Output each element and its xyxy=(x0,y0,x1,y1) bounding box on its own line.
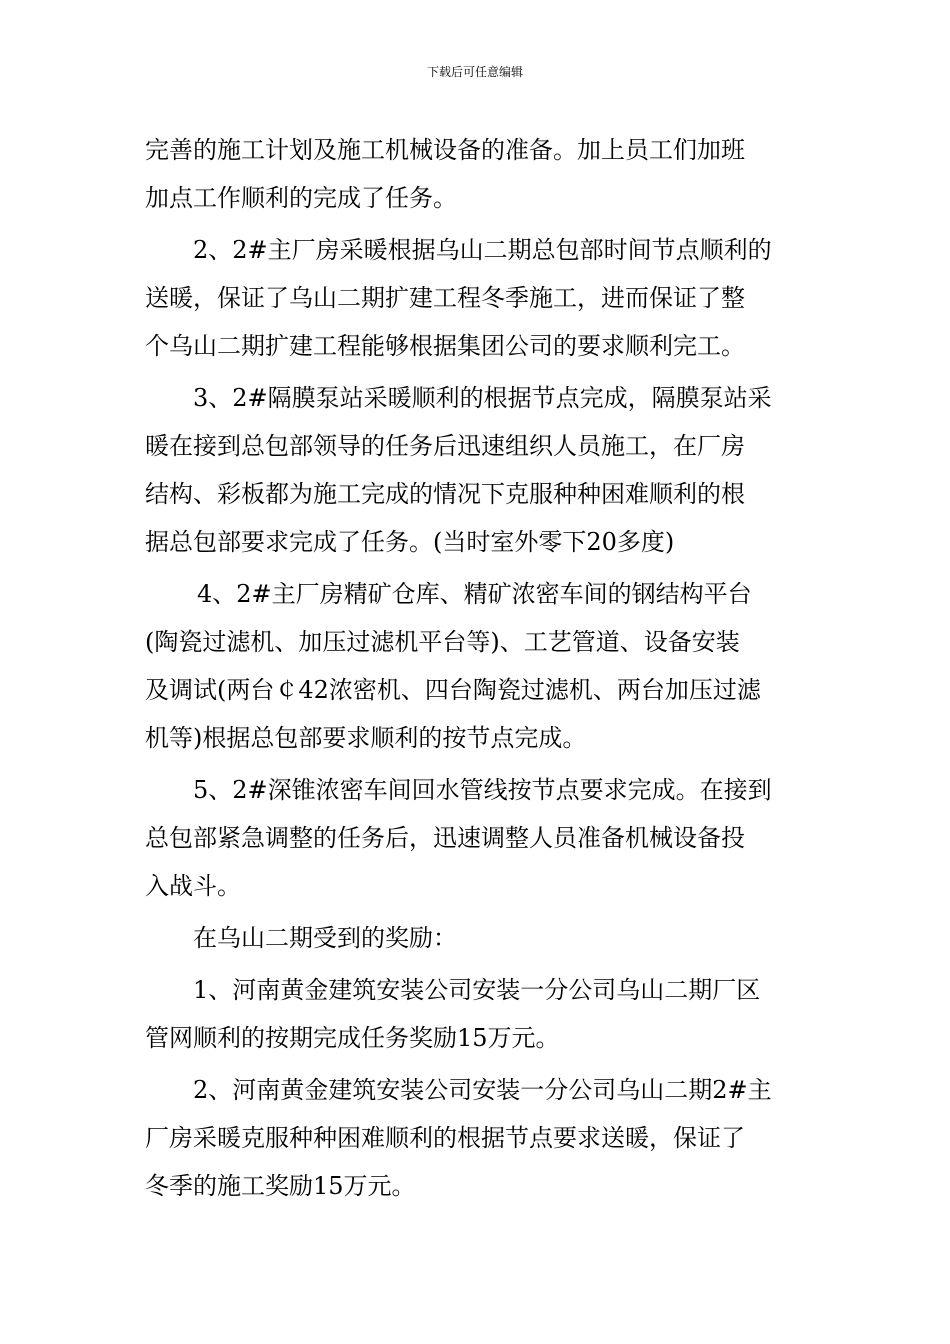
text-line: 2、2#主厂房采暖根据乌山二期总包部时间节点顺利的 xyxy=(193,236,772,264)
text-line: 冬季的施工奖励15万元。 xyxy=(145,1172,416,1200)
page-header: 下载后可任意编辑 xyxy=(426,65,523,79)
text-line: 入战斗。 xyxy=(145,872,241,900)
text-line: 5、2#深锥浓密车间回水管线按节点要求完成。在接到 xyxy=(193,776,772,804)
text-line: 机等)根据总包部要求顺利的按节点完成。 xyxy=(145,724,587,752)
text-line: 暖在接到总包部领导的任务后迅速组织人员施工，在厂房 xyxy=(145,432,745,460)
text-line: (陶瓷过滤机、加压过滤机平台等)、工艺管道、设备安装 xyxy=(145,628,740,656)
text-line: 及调试(两台￠42浓密机、四台陶瓷过滤机、两台加压过滤 xyxy=(145,676,761,704)
text-line: 4、2#主厂房精矿仓库、精矿浓密车间的钢结构平台 xyxy=(197,580,752,608)
text-line: 据总包部要求完成了任务。(当时室外零下20多度) xyxy=(145,528,675,556)
text-line: 总包部紧急调整的任务后，迅速调整人员准备机械设备投 xyxy=(145,824,745,852)
text-line: 1、河南黄金建筑安装公司安装一分公司乌山二期厂区 xyxy=(193,976,761,1004)
text-line: 送暖，保证了乌山二期扩建工程冬季施工，进而保证了整 xyxy=(145,284,745,312)
text-line: 3、2#隔膜泵站采暖顺利的根据节点完成，隔膜泵站采 xyxy=(193,384,772,412)
text-line: 完善的施工计划及施工机械设备的准备。加上员工们加班 xyxy=(145,136,745,164)
text-line: 个乌山二期扩建工程能够根据集团公司的要求顺利完工。 xyxy=(145,332,745,360)
text-line: 厂房采暖克服种种困难顺利的根据节点要求送暖，保证了 xyxy=(145,1124,745,1152)
text-line: 在乌山二期受到的奖励： xyxy=(193,924,457,952)
document-body xyxy=(145,126,810,1210)
text-line: 加点工作顺利的完成了任务。 xyxy=(145,184,457,212)
text-line: 管网顺利的按期完成任务奖励15万元。 xyxy=(145,1024,560,1052)
text-line: 结构、彩板都为施工完成的情况下克服种种困难顺利的根 xyxy=(145,480,745,508)
text-line: 2、河南黄金建筑安装公司安装一分公司乌山二期2#主 xyxy=(193,1076,772,1104)
